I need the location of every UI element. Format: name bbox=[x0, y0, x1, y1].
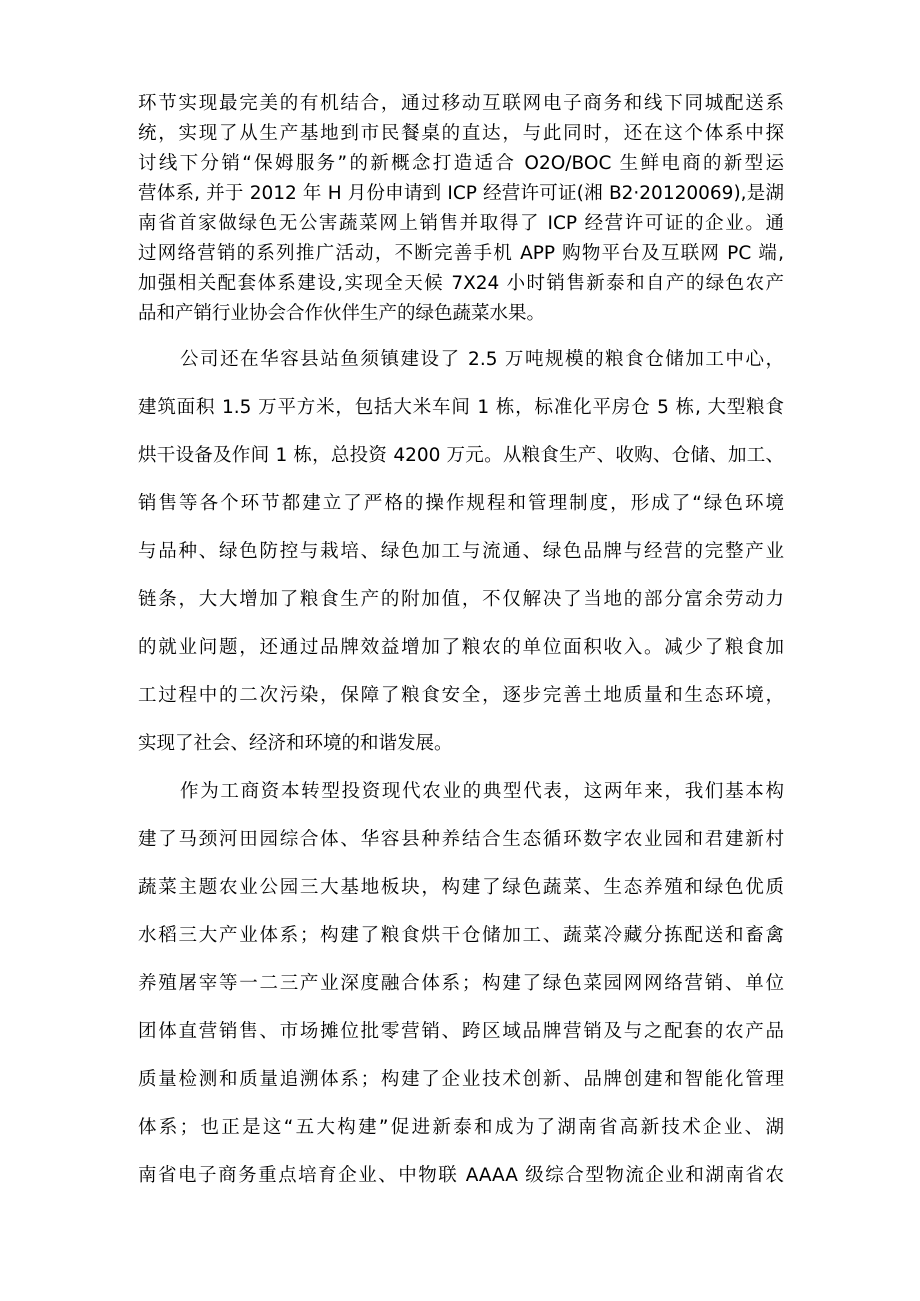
text-line: 与品种、绿色防控与栽培、绿色加工与流通、绿色品牌与经营的完整产业 bbox=[138, 541, 784, 562]
text-line: 烘干设备及作间 1 栋，总投资 4200 万元。从粮食生产、收购、仓储、加工、 bbox=[138, 445, 784, 466]
text-line: 公司还在华容县站鱼须镇建设了 2.5 万吨规模的粮食仓储加工中心， bbox=[180, 349, 784, 370]
text-line: 作为工商资本转型投资现代农业的典型代表，这两年来，我们基本构 bbox=[180, 781, 784, 802]
text-line: 实现了社会、经济和环境的和谐发展。 bbox=[138, 733, 453, 754]
text-line: 讨线下分销“保姆服务”的新概念打造适合 O2O/BOC 生鲜电商的新型运 bbox=[138, 153, 784, 174]
text-line: 南省首家做绿色无公害蔬菜网上销售并取得了 ICP 经营许可证的企业。通 bbox=[138, 213, 784, 234]
text-line: 建了马颈河田园综合体、华容县种养结合生态循环数字农业园和君建新村 bbox=[138, 829, 784, 850]
text-line: 蔬菜主题农业公园三大基地板块，构建了绿色蔬菜、生态养殖和绿色优质 bbox=[138, 877, 784, 898]
text-line: 团体直营销售、市场摊位批零营销、跨区域品牌营销及与之配套的农产品 bbox=[138, 1021, 784, 1042]
text-line: 环节实现最完美的有机结合，通过移动互联网电子商务和线下同城配送系 bbox=[138, 93, 784, 114]
text-line: 链条，大大增加了粮食生产的附加值，不仅解决了当地的部分富余劳动力 bbox=[138, 589, 784, 610]
text-line: 工过程中的二次污染，保障了粮食安全，逐步完善土地质量和生态环境， bbox=[138, 685, 784, 706]
text-line: 过网络营销的系列推广活动，不断完善手机 APP 购物平台及互联网 PC 端, bbox=[138, 243, 784, 264]
text-line: 建筑面积 1.5 万平方米，包括大米车间 1 栋，标准化平房仓 5 栋, 大型粮食 bbox=[138, 397, 784, 418]
text-line: 销售等各个环节都建立了严格的操作规程和管理制度，形成了“绿色环境 bbox=[138, 493, 784, 514]
text-line: 水稻三大产业体系；构建了粮食烘干仓储加工、蔬菜冷藏分拣配送和畜禽 bbox=[138, 925, 784, 946]
text-line: 体系；也正是这“五大构建”促进新泰和成为了湖南省高新技术企业、湖 bbox=[138, 1117, 784, 1138]
text-line: 统，实现了从生产基地到市民餐桌的直达，与此同时，还在这个体系中探 bbox=[138, 123, 784, 144]
text-line: 营体系, 并于 2012 年 H 月份申请到 ICP 经营许可证(湘 B2·20120069),是湖 bbox=[138, 183, 784, 204]
text-line: 南省电子商务重点培育企业、中物联 AAAA 级综合型物流企业和湖南省农 bbox=[138, 1165, 784, 1186]
text-line: 的就业问题，还通过品牌效益增加了粮农的单位面积收入。减少了粮食加 bbox=[138, 637, 784, 658]
text-line: 质量检测和质量追溯体系；构建了企业技术创新、品牌创建和智能化管理 bbox=[138, 1069, 784, 1090]
text-line: 养殖屠宰等一二三产业深度融合体系；构建了绿色菜园网网络营销、单位 bbox=[138, 973, 784, 994]
text-line: 加强相关配套体系建设,实现全天候 7X24 小时销售新泰和自产的绿色农产 bbox=[138, 273, 784, 294]
text-line: 品和产销行业协会合作伙伴生产的绿色蔬菜水果。 bbox=[138, 303, 546, 324]
